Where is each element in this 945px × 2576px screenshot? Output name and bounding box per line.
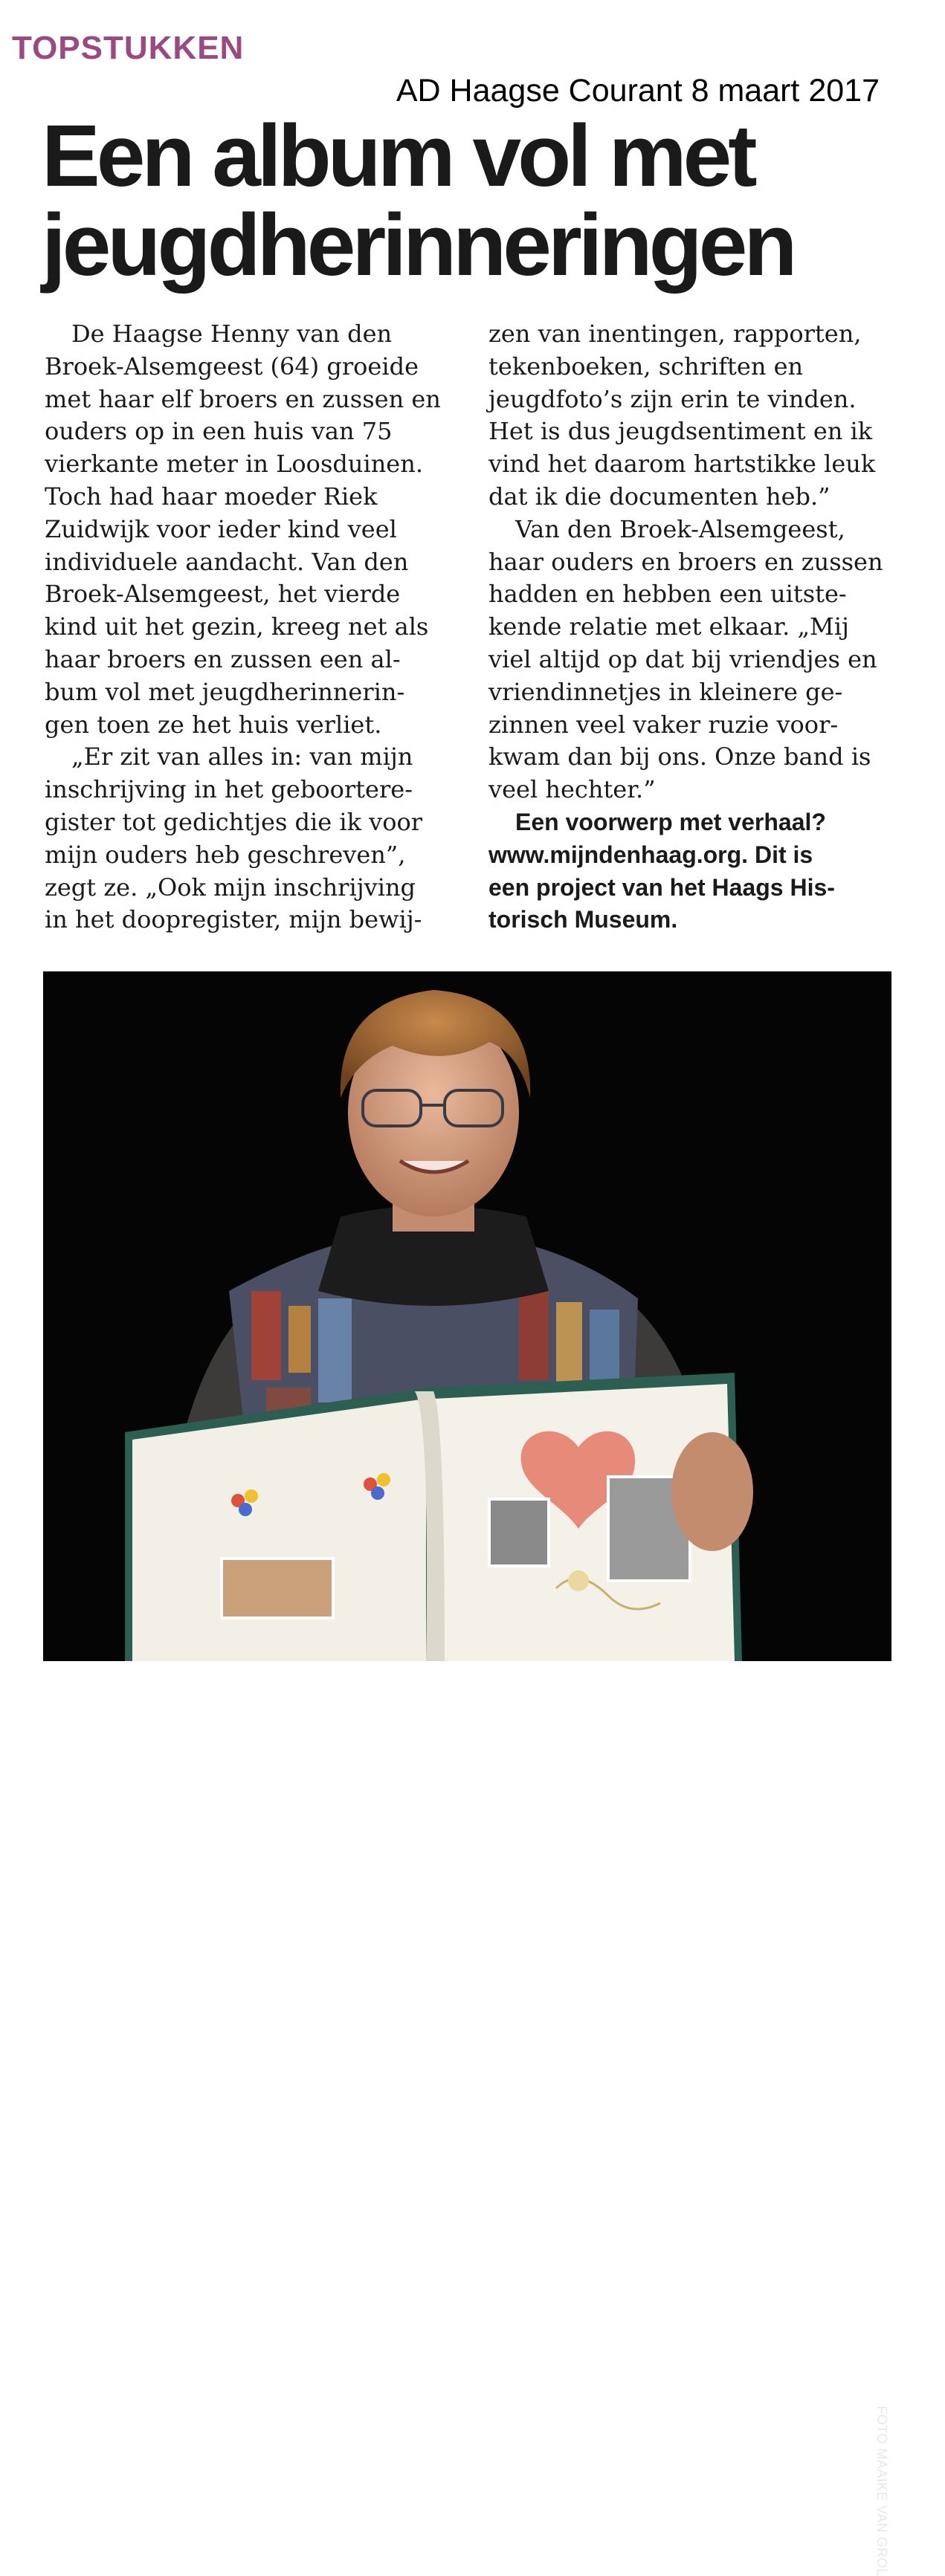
article-headline (42, 107, 904, 294)
text-line: bum vol met jeugdherinnerin- (45, 677, 405, 706)
text-line: Van den Broek-Alsemgeest, (515, 514, 845, 543)
photo-illustration (43, 971, 891, 1661)
right-hand (671, 1432, 753, 1551)
promo-line: www.mijndenhaag.org. Dit is (488, 841, 813, 868)
article-photo (43, 971, 891, 2576)
text-line: „Er zit van alles in: van mijn (71, 742, 413, 771)
text-line: met haar elf broers en zussen en (45, 384, 441, 413)
text-line: De Haagse Henny van den (71, 320, 393, 348)
text-line: veel hechter.” (488, 775, 656, 804)
text-line: individuele aandacht. Van den (45, 547, 409, 576)
paragraph-1 (45, 318, 461, 741)
text-line: vind het daarom hartstikke leuk (488, 450, 876, 479)
paragraph-3 (488, 318, 905, 514)
text-line: haar broers en zussen een al- (45, 644, 401, 673)
text-line: in het doopregister, mijn bewij- (45, 905, 422, 934)
text-line: mijn ouders heb geschreven”, (45, 840, 406, 869)
promo-line: Een voorwerp met verhaal? (515, 808, 826, 835)
body-column-left (45, 318, 461, 936)
text-line: hadden en hebben een uitste- (488, 580, 847, 609)
section-rubric: TOPSTUKKEN (12, 30, 245, 66)
text-line: vriendinnetjes in kleinere ge- (488, 677, 843, 706)
text-line: jeugdfoto’s zijn erin te vinden. (488, 384, 857, 413)
text-line: Het is dus jeugdsentiment en ik (488, 417, 873, 446)
promo-paragraph (488, 806, 905, 936)
text-line: viel altijd op dat bij vriendjes en (488, 644, 877, 673)
text-line: dat ik die documenten heb.” (488, 482, 830, 511)
text-line: vierkante meter in Loosduinen. (45, 450, 424, 479)
promo-line: een project van het Haags His- (488, 873, 835, 901)
body-column-right (488, 318, 905, 936)
paragraph-4 (488, 514, 905, 806)
text-line: inschrijving in het geboortere- (45, 775, 413, 804)
promo-line: torisch Museum. (488, 906, 678, 933)
text-line: gen toen ze het huis verliet. (45, 710, 382, 739)
text-line: haar ouders en broers en zussen (488, 547, 883, 576)
text-line: kind uit het gezin, kreeg net als (45, 612, 429, 641)
text-line: kwam dan bij ons. Onze band is (488, 742, 871, 771)
text-line: zinnen veel vaker ruzie voor- (488, 710, 839, 739)
source-line: AD Haagse Courant 8 maart 2017 (396, 73, 880, 109)
paragraph-2 (45, 741, 461, 936)
text-line: tekenboeken, schriften en (488, 352, 804, 381)
text-line: kende relatie met elkaar. „Mij (488, 612, 849, 641)
text-line: gister tot gedichtjes die ik voor (45, 807, 423, 836)
text-line: ouders op in een huis van 75 (45, 417, 393, 446)
text-line: Broek-Alsemgeest, het vierde (45, 580, 401, 609)
text-line: zegt ze. „Ook mijn inschrijving (45, 873, 416, 902)
text-line: Broek-Alsemgeest (64) groeide (45, 352, 419, 381)
text-line: zen van inentingen, rapporten, (488, 320, 862, 348)
photo-credit: FOTO MAAIKE VAN GROL (874, 2406, 889, 2576)
headline-line-2: jeugdherinneringen (42, 196, 794, 294)
headline-line-1: Een album vol met (42, 107, 754, 205)
text-line: Toch had haar moeder Riek (45, 482, 378, 511)
text-line: Zuidwijk voor ieder kind veel (45, 514, 397, 543)
